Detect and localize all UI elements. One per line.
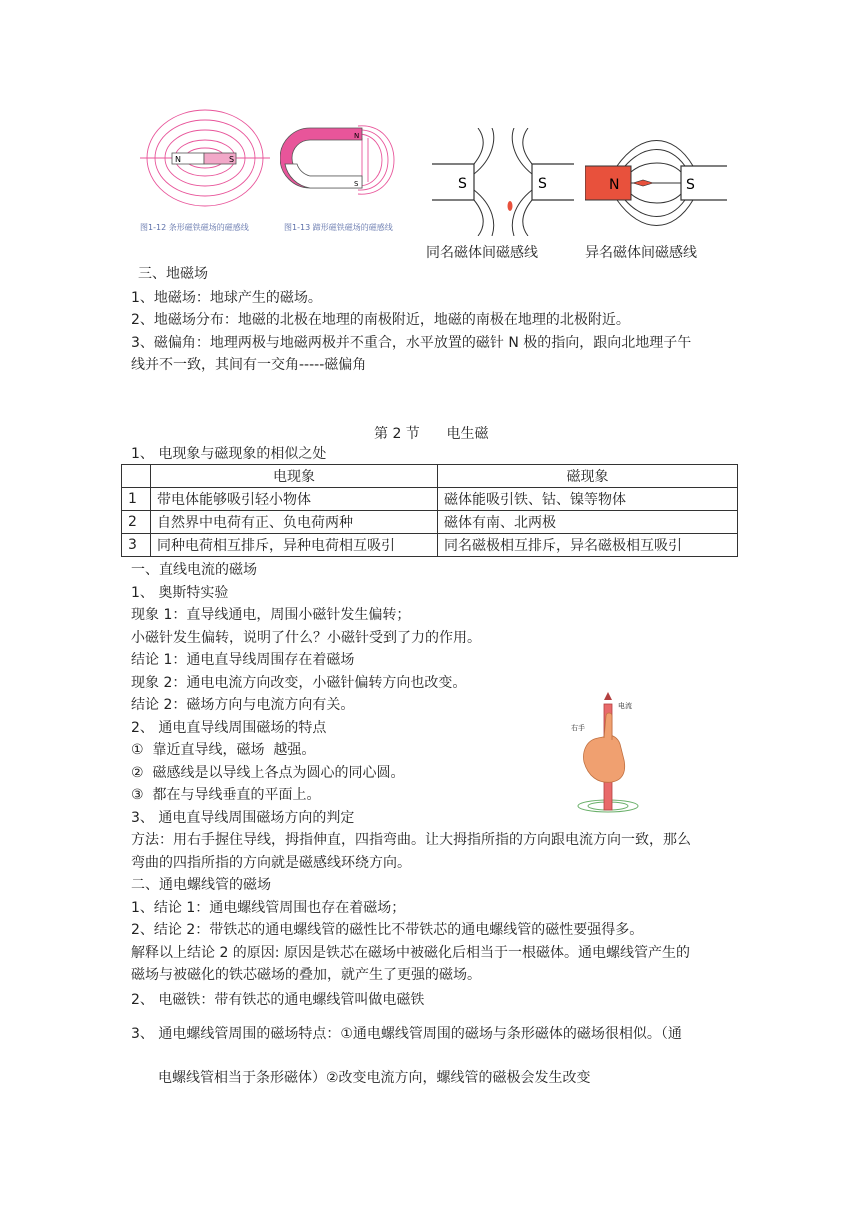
section-2-title: 第 2 节 电生磁	[374, 426, 489, 442]
geomag-line-2: 2、地磁场分布：地磁的北极在地理的南极附近，地磁的南极在地理的北极附近。	[131, 312, 630, 328]
body-line: 2、 通电直导线周围磁场的特点	[131, 720, 327, 736]
body-line: ③ 都在与导线垂直的平面上。	[131, 787, 321, 803]
table-row	[122, 511, 738, 534]
table-header-cell: 电现象	[151, 465, 438, 488]
geomag-line-1: 1、地磁场：地球产生的磁场。	[131, 290, 322, 306]
bar-s-label: S	[229, 155, 235, 164]
table-cell: 同名磁极相互排斥，异名磁极相互吸引	[438, 534, 738, 557]
body-line: 方法：用右手握住导线，拇指伸直，四指弯曲。让大拇指所指的方向跟电流方向一致，那么	[131, 832, 691, 848]
table-row	[122, 534, 738, 557]
body-line: 小磁针发生偏转，说明了什么？小磁针受到了力的作用。	[131, 630, 481, 646]
body-line: 解释以上结论 2 的原因: 原因是铁芯在磁场中被磁化后相当于一根磁体。通电螺线管产生的	[131, 945, 690, 961]
table-cell: 带电体能够吸引轻小物体	[151, 488, 438, 511]
table-header-cell	[122, 465, 151, 488]
same-pole-figure	[432, 128, 574, 236]
hand-label-right: 右手	[571, 724, 585, 732]
body-line: 2、 电磁铁：带有铁芯的通电螺线管叫做电磁铁	[131, 992, 425, 1008]
body-line: 二、通电螺线管的磁场	[131, 877, 271, 893]
body-line: 弯曲的四指所指的方向就是磁感线环绕方向。	[131, 855, 411, 871]
bar-magnet-caption: 图1-12 条形磁铁磁场的磁感线	[140, 223, 249, 232]
body-line: 磁场与被磁化的铁芯磁场的叠加，就产生了更强的磁场。	[131, 967, 481, 983]
table-cell: 磁体有南、北两极	[438, 511, 738, 534]
geomag-line-3a: 3、磁偏角：地理两极与地磁两极并不重合，水平放置的磁针 N 极的指向，跟向北地理子午	[131, 335, 692, 351]
table-header-cell: 磁现象	[438, 465, 738, 488]
table-cell: 自然界中电荷有正、负电荷两种	[151, 511, 438, 534]
left-s-label: S	[458, 176, 467, 192]
table-cell: 同种电荷相互排斥，异种电荷相互吸引	[151, 534, 438, 557]
body-line: 现象 2：通电电流方向改变，小磁针偏转方向也改变。	[131, 675, 467, 691]
same-pole-caption: 同名磁体间磁感线	[426, 245, 538, 261]
body-line: 2、结论 2：带铁芯的通电螺线管的磁性比不带铁芯的通电螺线管的磁性要强得多。	[131, 922, 644, 938]
body-line: 现象 1：直导线通电，周围小磁针发生偏转；	[131, 607, 411, 623]
horseshoe-magnet-figure	[280, 100, 410, 240]
table-cell: 1	[122, 488, 151, 511]
body-line: 电螺线管相当于条形磁体）②改变电流方向，螺线管的磁极会发生改变	[158, 1070, 591, 1086]
body-line: 1、结论 1：通电螺线管周围也存在着磁场；	[131, 900, 406, 916]
bar-n-label: N	[175, 155, 181, 164]
horseshoe-s-label: S	[354, 180, 359, 188]
body-line: 1、 奥斯特实验	[131, 585, 229, 601]
body-line: 结论 1：通电直导线周围存在着磁场	[131, 652, 355, 668]
diff-s-label: S	[686, 177, 695, 193]
table-header-row	[122, 465, 738, 488]
geomag-title: 三、地磁场	[138, 266, 208, 282]
table-cell: 磁体能吸引铁、钴、镍等物体	[438, 488, 738, 511]
body-line: ① 靠近直导线，磁场 越强。	[131, 742, 316, 758]
body-line: 3、 通电螺线管周围的磁场特点：①通电螺线管周围的磁场与条形磁体的磁场很相似。（通	[131, 1026, 682, 1042]
similarity-title: 1、 电现象与磁现象的相似之处	[131, 446, 327, 462]
body-line: 3、 通电直导线周围磁场方向的判定	[131, 810, 355, 826]
table-cell: 3	[122, 534, 151, 557]
right-s-label: S	[538, 176, 547, 192]
bar-magnet-figure	[138, 100, 273, 240]
body-line: 结论 2：磁场方向与电流方向有关。	[131, 697, 355, 713]
horseshoe-n-label: N	[354, 132, 360, 140]
body-line: 一、直线电流的磁场	[131, 562, 257, 578]
hand-label-current: 电流	[618, 702, 632, 710]
body-line: ② 磁感线是以导线上各点为圆心的同心圆。	[131, 765, 405, 781]
diff-pole-caption: 异名磁体间磁感线	[585, 245, 697, 261]
geomag-line-3b: 线并不一致，其间有一交角-----磁偏角	[131, 357, 367, 373]
table-row	[122, 488, 738, 511]
comparison-table	[121, 464, 738, 557]
diff-n-label: N	[609, 177, 620, 193]
diff-pole-figure	[585, 130, 727, 236]
table-cell: 2	[122, 511, 151, 534]
right-hand-rule-figure	[568, 690, 650, 816]
horseshoe-magnet-caption: 图1-13 蹄形磁铁磁场的磁感线	[284, 223, 393, 232]
